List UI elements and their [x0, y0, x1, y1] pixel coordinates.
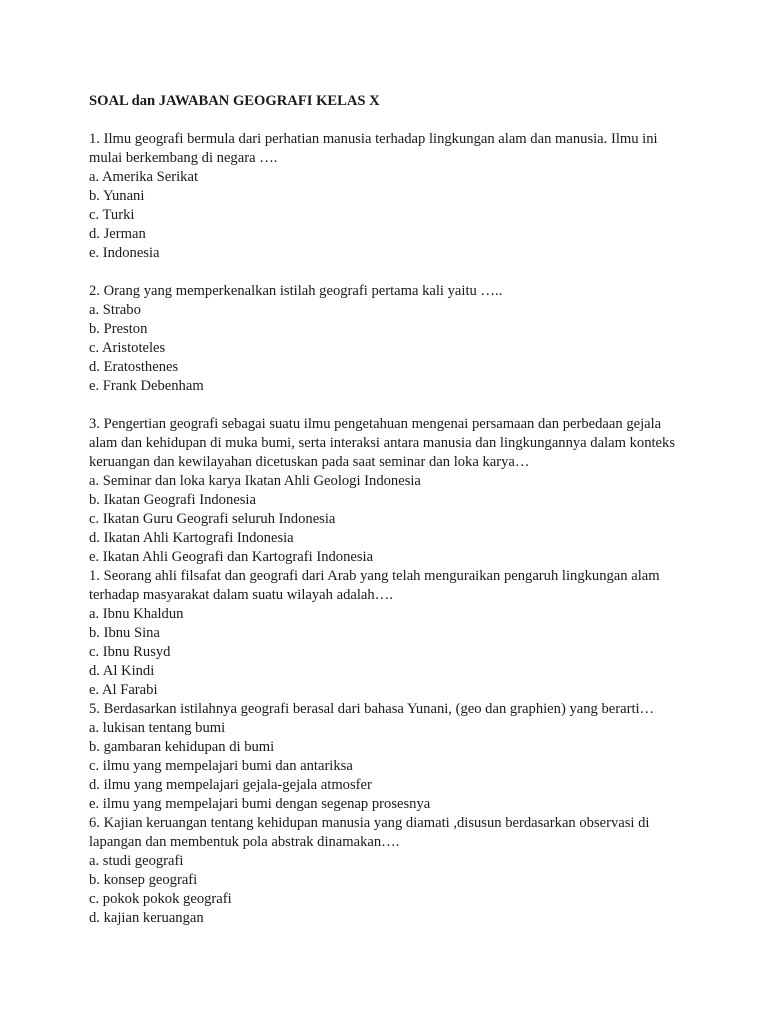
option-c: c. Aristoteles — [89, 340, 166, 356]
option-b: b. gambaran kehidupan di bumi — [89, 739, 275, 755]
option-d: d. kajian keruangan — [89, 910, 204, 926]
question-text: 3. Pengertian geografi sebagai suatu ilmu pengetahuan mengenai persamaan dan perbedaan gejala alam dan kehidupan di muka bumi, serta interaksi antara manusia dan lingkungannya dalam konteks keruangan dan kewilayahan dicetuskan pada saat seminar dan loka karya… — [89, 416, 676, 470]
question-1 — [89, 130, 689, 263]
option-d: d. Jerman — [89, 226, 146, 242]
question-text: 6. Kajian keruangan tentang kehidupan manusia yang diamati ,disusun berdasarkan observasi di lapangan dan membentuk pola abstrak dinamakan…. — [89, 815, 650, 850]
option-d: d. Eratosthenes — [89, 359, 179, 375]
option-d: d. Ikatan Ahli Kartografi Indonesia — [89, 530, 294, 546]
option-c: c. pokok pokok geografi — [89, 891, 232, 907]
option-d: d. Al Kindi — [89, 663, 155, 679]
option-a: a. Ibnu Khaldun — [89, 606, 184, 622]
question-4 — [89, 567, 689, 700]
option-e: e. Frank Debenham — [89, 378, 204, 394]
option-b: b. Preston — [89, 321, 148, 337]
option-a: a. Strabo — [89, 302, 141, 318]
question-2 — [89, 282, 689, 396]
option-c: c. Ibnu Rusyd — [89, 644, 171, 660]
question-text: 5. Berdasarkan istilahnya geografi berasal dari bahasa Yunani, (geo dan graphien) yang berarti… — [89, 701, 655, 717]
option-c: c. Ikatan Guru Geografi seluruh Indonesia — [89, 511, 336, 527]
option-a: a. studi geografi — [89, 853, 184, 869]
option-a: a. Amerika Serikat — [89, 169, 199, 185]
option-e: e. Indonesia — [89, 245, 160, 261]
option-a: a. lukisan tentang bumi — [89, 720, 226, 736]
option-d: d. ilmu yang mempelajari gejala-gejala atmosfer — [89, 777, 372, 793]
option-b: b. Ikatan Geografi Indonesia — [89, 492, 256, 508]
question-text: 1. Ilmu geografi bermula dari perhatian manusia terhadap lingkungan alam dan manusia. Ilmu ini mulai berkembang di negara …. — [89, 131, 658, 166]
document-title: SOAL dan JAWABAN GEOGRAFI KELAS X — [89, 93, 380, 109]
document-body — [89, 92, 689, 928]
question-text: 2. Orang yang memperkenalkan istilah geografi pertama kali yaitu ….. — [89, 283, 503, 299]
option-a: a. Seminar dan loka karya Ikatan Ahli Geologi Indonesia — [89, 473, 421, 489]
option-b: b. konsep geografi — [89, 872, 198, 888]
option-e: e. ilmu yang mempelajari bumi dengan segenap prosesnya — [89, 796, 431, 812]
option-c: c. Turki — [89, 207, 135, 223]
option-c: c. ilmu yang mempelajari bumi dan antariksa — [89, 758, 353, 774]
option-b: b. Ibnu Sina — [89, 625, 160, 641]
question-text: 1. Seorang ahli filsafat dan geografi dari Arab yang telah menguraikan pengaruh lingkungan alam terhadap masyarakat dalam suatu wilayah adalah…. — [89, 568, 660, 603]
option-e: e. Ikatan Ahli Geografi dan Kartografi Indonesia — [89, 549, 374, 565]
option-e: e. Al Farabi — [89, 682, 158, 698]
option-b: b. Yunani — [89, 188, 145, 204]
question-6 — [89, 814, 689, 928]
question-3 — [89, 415, 689, 567]
question-5 — [89, 700, 689, 814]
